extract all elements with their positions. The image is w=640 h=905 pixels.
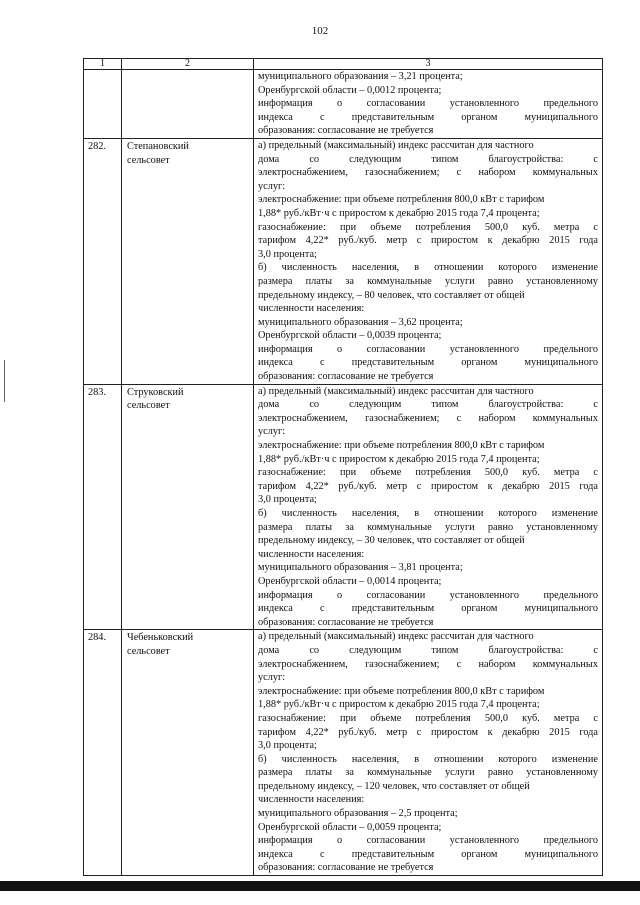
text-line: муниципального образования – 2,5 процента; xyxy=(258,808,458,820)
municipality-name-line: сельсовет xyxy=(127,400,170,412)
text-line: размера платы за коммунальные услуги равно установленному xyxy=(258,275,598,287)
text-line: дома со следующим типом благоустройства: с xyxy=(258,644,598,656)
text-line: газоснабжение: при объеме потребления 500,0 куб. метра с xyxy=(258,221,598,233)
text-line: а) предельный (максимальный) индекс рассчитан для частного xyxy=(258,631,534,643)
text-line: 1,88* руб./кВт·ч с приростом к декабрю 2015 года 7,4 процента; xyxy=(258,207,540,219)
document-table xyxy=(83,58,603,876)
text-line: информация о согласовании установленного предельного xyxy=(258,589,598,601)
text-line: информация о согласовании установленного предельного xyxy=(258,835,598,847)
text-line: образования: согласование не требуется xyxy=(258,125,434,137)
column-header-2: 2 xyxy=(122,59,254,70)
column-header-row xyxy=(84,59,603,70)
text-line: тарифом 4,22* руб./куб. метр с приростом к декабрю 2015 года xyxy=(258,235,598,247)
municipality-name xyxy=(122,630,254,876)
table-row xyxy=(84,384,603,630)
text-line: а) предельный (максимальный) индекс рассчитан для частного xyxy=(258,385,534,397)
text-line: услуг: xyxy=(258,180,286,192)
text-line: муниципального образования – 3,81 процента; xyxy=(258,562,463,574)
continuation-row xyxy=(84,70,603,139)
municipality-name-line: сельсовет xyxy=(127,154,170,166)
municipality-name-line: Чебеньковский xyxy=(127,632,194,644)
text-line: образования: согласование не требуется xyxy=(258,616,434,628)
text-line: индекса с представительным органом муниципального xyxy=(258,111,598,123)
text-line: индекса с представительным органом муниципального xyxy=(258,357,598,369)
text-line: услуг: xyxy=(258,426,286,438)
municipality-name-line: сельсовет xyxy=(127,645,170,657)
continuation-text-cell xyxy=(254,70,603,139)
text-line: тарифом 4,22* руб./куб. метр с приростом к декабрю 2015 года xyxy=(258,726,598,738)
text-line: электроснабжение: при объеме потребления 800,0 кВт с тарифом xyxy=(258,194,545,206)
column-header-3: 3 xyxy=(254,59,603,70)
municipality-name-line: Струковский xyxy=(127,386,184,398)
text-line: размера платы за коммунальные услуги равно установленному xyxy=(258,521,598,533)
text-line: индекса с представительным органом муниципального xyxy=(258,603,598,615)
text-line: Оренбургской области – 0,0012 процента; xyxy=(258,84,442,96)
text-line: образования: согласование не требуется xyxy=(258,862,434,874)
text-line: электроснабжением, газоснабжением; с набором коммунальных xyxy=(258,658,598,670)
text-line: электроснабжением, газоснабжением; с набором коммунальных xyxy=(258,412,598,424)
text-line: размера платы за коммунальные услуги равно установленному xyxy=(258,767,598,779)
text-line: информация о согласовании установленного предельного xyxy=(258,98,598,110)
scan-edge-mark xyxy=(4,360,5,402)
text-line: Оренбургской области – 0,0039 процента; xyxy=(258,330,442,342)
text-line: Оренбургской области – 0,0014 процента; xyxy=(258,575,442,587)
text-line: б) численность населения, в отношении которого изменение xyxy=(258,508,598,519)
municipality-name xyxy=(122,138,254,384)
municipality-name xyxy=(122,384,254,630)
text-line: численности населения: xyxy=(258,794,365,806)
text-line: муниципального образования – 3,21 процента; xyxy=(258,71,463,82)
table-row xyxy=(84,138,603,384)
text-line: образования: согласование не требуется xyxy=(258,371,434,383)
text-line: газоснабжение: при объеме потребления 500,0 куб. метра с xyxy=(258,467,598,479)
text-line: муниципального образования – 3,62 процента; xyxy=(258,316,463,328)
text-line: дома со следующим типом благоустройства: с xyxy=(258,153,598,165)
text-line: 3,0 процента; xyxy=(258,740,317,752)
text-line: предельному индексу, – 80 человек, что составляет от общей xyxy=(258,289,525,301)
text-line: услуг: xyxy=(258,672,286,684)
text-line: тарифом 4,22* руб./куб. метр с приростом к декабрю 2015 года xyxy=(258,480,598,492)
text-line: предельному индексу, – 30 человек, что составляет от общей xyxy=(258,535,525,547)
row-number: 282. xyxy=(84,138,122,384)
table-row xyxy=(84,630,603,876)
scan-bottom-bar xyxy=(0,881,640,891)
text-line: 1,88* руб./кВт·ч с приростом к декабрю 2015 года 7,4 процента; xyxy=(258,453,540,465)
text-line: а) предельный (максимальный) индекс рассчитан для частного xyxy=(258,139,534,151)
index-description xyxy=(254,384,603,630)
text-line: дома со следующим типом благоустройства: с xyxy=(258,399,598,411)
index-description xyxy=(254,630,603,876)
text-line: электроснабжение: при объеме потребления 800,0 кВт с тарифом xyxy=(258,685,545,697)
text-line: индекса с представительным органом муниципального xyxy=(258,848,598,860)
continuation-num-cell xyxy=(84,70,122,139)
text-line: 1,88* руб./кВт·ч с приростом к декабрю 2015 года 7,4 процента; xyxy=(258,699,540,711)
text-line: электроснабжение: при объеме потребления 800,0 кВт с тарифом xyxy=(258,440,545,452)
text-line: предельному индексу, – 120 человек, что составляет от общей xyxy=(258,780,530,792)
row-number: 284. xyxy=(84,630,122,876)
text-line: б) численность населения, в отношении которого изменение xyxy=(258,753,598,765)
text-line: 3,0 процента; xyxy=(258,494,317,506)
text-line: численности населения: xyxy=(258,548,365,560)
index-description xyxy=(254,138,603,384)
text-line: б) численность населения, в отношении которого изменение xyxy=(258,262,598,274)
text-line: 3,0 процента; xyxy=(258,248,317,260)
text-line: газоснабжение: при объеме потребления 500,0 куб. метра с xyxy=(258,712,598,724)
page-number: 102 xyxy=(311,25,329,37)
text-line: электроснабжением, газоснабжением; с набором коммунальных xyxy=(258,167,598,179)
text-line: численности населения: xyxy=(258,303,365,315)
row-number: 283. xyxy=(84,384,122,630)
continuation-name-cell xyxy=(122,70,254,139)
text-line: информация о согласовании установленного предельного xyxy=(258,343,598,355)
column-header-1: 1 xyxy=(84,59,122,70)
municipality-name-line: Степановский xyxy=(127,140,189,152)
text-line: Оренбургской области – 0,0059 процента; xyxy=(258,821,442,833)
